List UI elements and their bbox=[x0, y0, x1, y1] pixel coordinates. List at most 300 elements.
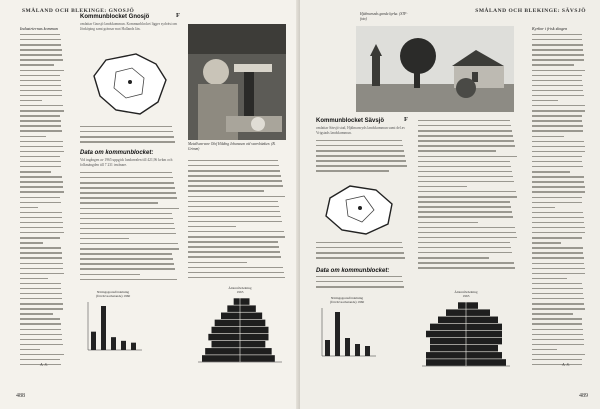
chart-bar bbox=[91, 332, 96, 350]
text-line bbox=[188, 262, 247, 263]
chart-bar bbox=[111, 337, 116, 350]
text-line bbox=[532, 64, 574, 65]
left-chart2-svg bbox=[194, 294, 286, 370]
left-kommun-intro: omfattar Gnosjö landskommun. Kommunblocket ligger sydväst om Jönköping samt gränsar mot Hallands län. bbox=[80, 22, 178, 32]
text-line bbox=[20, 202, 61, 203]
text-line bbox=[532, 232, 585, 233]
text-line bbox=[20, 283, 61, 284]
text-line bbox=[418, 222, 478, 223]
text-line bbox=[418, 237, 517, 238]
pyramid-bar-left bbox=[430, 324, 466, 331]
text-line bbox=[418, 181, 514, 182]
right-signature: A. S. bbox=[562, 362, 570, 367]
text-line bbox=[188, 251, 280, 252]
pyramid-bar-right bbox=[466, 338, 502, 345]
left-sidebar-text bbox=[20, 34, 64, 369]
pyramid-bar-right bbox=[240, 327, 269, 334]
text-line bbox=[20, 329, 61, 330]
text-line bbox=[80, 279, 177, 280]
text-line bbox=[20, 232, 64, 233]
text-line bbox=[532, 186, 585, 187]
text-line bbox=[20, 288, 61, 289]
text-line bbox=[20, 90, 62, 91]
text-line bbox=[20, 313, 53, 314]
text-line bbox=[80, 258, 173, 259]
text-line bbox=[532, 364, 582, 365]
text-line bbox=[20, 125, 61, 126]
text-line bbox=[20, 303, 63, 304]
text-line bbox=[532, 171, 570, 172]
text-line bbox=[532, 44, 583, 45]
text-line bbox=[20, 293, 62, 294]
right-col2-lines bbox=[418, 120, 518, 272]
text-line bbox=[188, 206, 279, 207]
right-kommun-map bbox=[320, 180, 400, 238]
text-line bbox=[80, 141, 175, 142]
left-chart1-svg bbox=[82, 298, 144, 358]
text-line bbox=[20, 141, 63, 142]
text-line bbox=[532, 247, 583, 248]
text-line bbox=[418, 145, 515, 146]
text-line bbox=[532, 136, 564, 137]
text-line bbox=[532, 115, 582, 116]
pyramid-bar-left bbox=[430, 338, 466, 345]
pyramid-bar-right bbox=[466, 345, 498, 352]
right-kommun-marker: F bbox=[404, 116, 408, 123]
text-line bbox=[532, 354, 585, 355]
text-line bbox=[532, 273, 585, 274]
text-line bbox=[20, 115, 60, 116]
right-kommun-intro: omfattar Sävsjö stad, Hjälmarsryds landskommun samt del av Vrigstads landskommun. bbox=[316, 126, 406, 136]
text-line bbox=[418, 262, 514, 263]
text-line bbox=[188, 216, 281, 217]
right-page bbox=[300, 0, 600, 409]
text-line bbox=[532, 323, 582, 324]
text-line bbox=[20, 181, 63, 182]
text-line bbox=[20, 308, 63, 309]
text-line bbox=[532, 293, 583, 294]
left-signature: A. S. bbox=[40, 362, 48, 367]
text-line bbox=[188, 175, 281, 176]
text-line bbox=[532, 75, 582, 76]
left-kommun-map bbox=[86, 50, 172, 120]
text-line bbox=[188, 221, 282, 222]
text-line bbox=[532, 207, 555, 208]
text-line bbox=[80, 208, 179, 209]
text-line bbox=[418, 125, 511, 126]
pyramid-bar-left bbox=[221, 313, 240, 320]
text-line bbox=[188, 211, 280, 212]
text-line bbox=[188, 170, 280, 171]
text-line bbox=[20, 354, 64, 355]
text-line bbox=[20, 268, 63, 269]
right-kommun-lines bbox=[316, 140, 410, 176]
text-line bbox=[532, 105, 585, 106]
text-line bbox=[532, 191, 585, 192]
text-line bbox=[80, 263, 174, 264]
pyramid-bar-right bbox=[240, 348, 272, 355]
right-photo-caption: Hjälmarsnås gamla kyrka. (STF-foto) bbox=[360, 12, 408, 21]
text-line bbox=[532, 237, 582, 238]
text-line bbox=[80, 136, 174, 137]
text-line bbox=[20, 156, 60, 157]
text-line bbox=[532, 222, 584, 223]
left-industry-chart bbox=[82, 290, 144, 362]
text-line bbox=[532, 288, 583, 289]
text-line bbox=[20, 349, 40, 350]
left-kommun-text bbox=[80, 126, 180, 146]
pyramid-bar-right bbox=[240, 341, 265, 348]
text-line bbox=[20, 44, 61, 45]
text-line bbox=[532, 85, 583, 86]
text-line bbox=[532, 120, 582, 121]
text-line bbox=[532, 212, 583, 213]
text-line bbox=[80, 213, 172, 214]
text-line bbox=[20, 222, 63, 223]
text-line bbox=[532, 90, 583, 91]
text-line bbox=[418, 242, 510, 243]
text-line bbox=[20, 323, 61, 324]
text-line bbox=[80, 131, 173, 132]
text-line bbox=[188, 185, 283, 186]
text-line bbox=[532, 39, 582, 40]
text-line bbox=[20, 70, 64, 71]
text-line bbox=[316, 150, 404, 151]
text-line bbox=[80, 233, 176, 234]
right-data-lines bbox=[316, 276, 410, 291]
left-page-number: 488 bbox=[16, 393, 25, 399]
text-line bbox=[20, 207, 38, 208]
pyramid-bar-left bbox=[426, 359, 466, 366]
text-line bbox=[418, 140, 514, 141]
left-sidebar bbox=[20, 26, 64, 31]
text-line bbox=[188, 196, 285, 197]
pyramid-bar-right bbox=[240, 355, 275, 362]
text-line bbox=[188, 160, 278, 161]
text-line bbox=[532, 151, 585, 152]
right-sidebar-title: Kyrkor i frisk skogen bbox=[532, 26, 568, 31]
pyramid-bar-right bbox=[466, 352, 502, 359]
text-line bbox=[532, 257, 584, 258]
text-line bbox=[532, 59, 584, 60]
text-line bbox=[532, 359, 582, 360]
text-line bbox=[20, 59, 63, 60]
text-line bbox=[188, 231, 284, 232]
chart-bar bbox=[101, 306, 106, 350]
pyramid-bar-left bbox=[458, 302, 466, 309]
metalworker-photo bbox=[188, 24, 286, 140]
text-line bbox=[418, 227, 515, 228]
text-line bbox=[532, 268, 585, 269]
text-line bbox=[418, 150, 496, 151]
text-line bbox=[20, 161, 61, 162]
text-line bbox=[418, 166, 511, 167]
text-line bbox=[418, 247, 511, 248]
text-line bbox=[532, 242, 561, 243]
text-line bbox=[80, 253, 172, 254]
text-line bbox=[20, 75, 60, 76]
right-page-number: 489 bbox=[579, 393, 588, 399]
text-line bbox=[418, 161, 510, 162]
text-line bbox=[532, 344, 584, 345]
text-line bbox=[20, 318, 60, 319]
text-line bbox=[316, 165, 407, 166]
left-age-chart bbox=[194, 286, 286, 372]
text-line bbox=[80, 187, 175, 188]
right-chart2-svg bbox=[418, 298, 514, 374]
pyramid-bar-right bbox=[466, 302, 478, 309]
text-line bbox=[418, 196, 517, 197]
text-line bbox=[532, 100, 558, 101]
text-line bbox=[20, 176, 62, 177]
right-chart1-svg bbox=[316, 304, 378, 364]
right-data-heading: Data om kommunblocket: bbox=[316, 268, 390, 274]
text-line bbox=[20, 217, 62, 218]
pyramid-bar-left bbox=[212, 341, 241, 348]
right-chart2-subtitle: 1965 bbox=[462, 294, 470, 298]
text-line bbox=[418, 232, 516, 233]
text-line bbox=[20, 191, 64, 192]
text-line bbox=[316, 242, 402, 243]
text-line bbox=[20, 130, 62, 131]
text-line bbox=[532, 278, 567, 279]
text-line bbox=[80, 243, 178, 244]
text-line bbox=[532, 49, 583, 50]
text-line bbox=[532, 130, 583, 131]
text-line bbox=[532, 318, 582, 319]
text-line bbox=[20, 186, 63, 187]
text-line bbox=[188, 277, 285, 278]
text-line bbox=[418, 257, 489, 258]
left-data-text: Vid ingången av 1965 uppgick landarealen till 421,96 kvkm och folkmängden till 7 231 invånare. bbox=[80, 158, 173, 168]
text-line bbox=[20, 257, 62, 258]
pyramid-bar-right bbox=[466, 359, 506, 366]
text-line bbox=[20, 273, 64, 274]
text-line bbox=[532, 161, 582, 162]
text-line bbox=[532, 70, 585, 71]
text-line bbox=[80, 268, 175, 269]
text-line bbox=[20, 166, 61, 167]
chart-bar bbox=[355, 344, 360, 356]
text-line bbox=[188, 201, 278, 202]
text-line bbox=[20, 334, 62, 335]
text-line bbox=[20, 146, 63, 147]
chart-bar bbox=[345, 338, 350, 356]
pyramid-bar-right bbox=[466, 324, 502, 331]
right-kommun-heading: Kommunblocket Sävsjö bbox=[316, 118, 385, 124]
text-line bbox=[532, 339, 584, 340]
text-line bbox=[20, 247, 61, 248]
text-line bbox=[316, 170, 389, 171]
text-line bbox=[316, 286, 404, 287]
text-line bbox=[20, 278, 48, 279]
text-line bbox=[188, 180, 282, 181]
text-line bbox=[80, 182, 174, 183]
text-line bbox=[188, 272, 284, 273]
text-line bbox=[20, 359, 60, 360]
text-line bbox=[316, 140, 402, 141]
text-line bbox=[532, 110, 585, 111]
text-line bbox=[20, 339, 62, 340]
text-line bbox=[20, 212, 62, 213]
text-line bbox=[532, 34, 582, 35]
left-running-head: SMÅLAND OCH BLEKINGE: GNOSJÖ bbox=[22, 8, 135, 14]
text-line bbox=[20, 263, 63, 264]
text-line bbox=[20, 49, 62, 50]
pyramid-bar-right bbox=[466, 317, 498, 324]
text-line bbox=[418, 120, 510, 121]
left-chart1-subtitle: (förvärvsarbetande) 1960 bbox=[95, 294, 131, 298]
pyramid-bar-right bbox=[240, 334, 269, 341]
text-line bbox=[532, 308, 585, 309]
text-line bbox=[20, 344, 63, 345]
text-line bbox=[418, 186, 467, 187]
text-line bbox=[418, 191, 516, 192]
text-line bbox=[80, 228, 175, 229]
chart-bar bbox=[325, 340, 330, 356]
text-line bbox=[316, 145, 403, 146]
text-line bbox=[418, 176, 513, 177]
text-line bbox=[532, 252, 583, 253]
text-line bbox=[532, 298, 584, 299]
pyramid-bar-left bbox=[426, 331, 466, 338]
church-photo bbox=[356, 26, 514, 112]
text-line bbox=[188, 190, 264, 191]
text-line bbox=[20, 298, 62, 299]
left-kommun-marker: F bbox=[176, 12, 180, 19]
text-line bbox=[418, 216, 513, 217]
text-line bbox=[532, 80, 582, 81]
text-line bbox=[532, 197, 582, 198]
text-line bbox=[188, 165, 279, 166]
text-line bbox=[532, 54, 584, 55]
text-line bbox=[188, 267, 283, 268]
right-sidebar bbox=[532, 26, 586, 31]
text-line bbox=[188, 241, 278, 242]
left-data-heading: Data om kommunblocket: bbox=[80, 150, 154, 156]
text-line bbox=[316, 281, 403, 282]
pyramid-bar-left bbox=[215, 320, 240, 327]
text-line bbox=[532, 125, 583, 126]
text-line bbox=[80, 126, 172, 127]
text-line bbox=[532, 181, 584, 182]
text-line bbox=[20, 197, 60, 198]
text-line bbox=[418, 201, 510, 202]
text-line bbox=[80, 274, 140, 275]
text-line bbox=[20, 39, 61, 40]
right-age-chart bbox=[418, 290, 514, 376]
text-line bbox=[188, 226, 236, 227]
text-line bbox=[20, 54, 62, 55]
pyramid-bar-left bbox=[205, 348, 240, 355]
right-chart1-title: Näringsgrensfördelning bbox=[330, 296, 364, 300]
text-line bbox=[20, 110, 64, 111]
text-line bbox=[20, 105, 63, 106]
text-line bbox=[20, 242, 43, 243]
left-data-lines bbox=[80, 172, 180, 284]
text-line bbox=[80, 248, 179, 249]
left-col3-lines bbox=[188, 160, 286, 282]
pyramid-bar-right bbox=[466, 331, 502, 338]
text-line bbox=[80, 172, 172, 173]
text-line bbox=[20, 34, 60, 35]
left-chart1-title: Näringsgrensfördelning bbox=[96, 290, 130, 294]
pyramid-bar-left bbox=[212, 327, 241, 334]
text-line bbox=[316, 257, 405, 258]
text-line bbox=[20, 95, 62, 96]
right-industry-chart bbox=[316, 296, 378, 368]
text-line bbox=[418, 135, 513, 136]
text-line bbox=[316, 247, 403, 248]
text-line bbox=[80, 238, 129, 239]
pyramid-bar-left bbox=[430, 345, 466, 352]
text-line bbox=[532, 334, 583, 335]
text-line bbox=[532, 263, 584, 264]
text-line bbox=[80, 177, 173, 178]
pyramid-bar-left bbox=[202, 355, 240, 362]
right-sidebar-text bbox=[532, 34, 586, 369]
pyramid-bar-right bbox=[466, 309, 490, 316]
text-line bbox=[418, 252, 512, 253]
text-line bbox=[418, 211, 512, 212]
text-line bbox=[532, 141, 584, 142]
text-line bbox=[20, 151, 64, 152]
right-running-head: SMÅLAND OCH BLEKINGE: SÄVSJÖ bbox=[475, 8, 586, 14]
text-line bbox=[532, 202, 582, 203]
text-line bbox=[532, 176, 584, 177]
text-line bbox=[532, 95, 584, 96]
right-chart1-subtitle: (förvärvsarbetande) 1960 bbox=[329, 300, 365, 304]
text-line bbox=[532, 283, 582, 284]
text-line bbox=[20, 120, 61, 121]
right-chart2-title: Åldersfördelning bbox=[454, 290, 478, 294]
right-kommun-lines2 bbox=[316, 242, 410, 262]
text-line bbox=[418, 130, 512, 131]
pyramid-bar-left bbox=[234, 298, 240, 305]
text-line bbox=[316, 252, 404, 253]
text-line bbox=[20, 171, 51, 172]
right-photo bbox=[356, 26, 514, 112]
pyramid-bar-right bbox=[240, 305, 256, 312]
left-photo-caption: Metallsvarvare Olof Hilding Johansson vid svarvbänken. (B. Grimm) bbox=[188, 142, 276, 151]
text-line bbox=[532, 227, 585, 228]
pyramid-bar-left bbox=[208, 334, 240, 341]
chart-bar bbox=[365, 346, 370, 356]
text-line bbox=[20, 252, 62, 253]
text-line bbox=[418, 267, 515, 268]
text-line bbox=[532, 303, 584, 304]
text-line bbox=[532, 166, 583, 167]
text-line bbox=[20, 227, 63, 228]
text-line bbox=[418, 156, 517, 157]
text-line bbox=[20, 100, 42, 101]
text-line bbox=[532, 329, 583, 330]
text-line bbox=[532, 146, 585, 147]
left-chart2-subtitle: 1965 bbox=[236, 290, 244, 294]
left-sidebar-title: Industriernas kommun bbox=[20, 26, 58, 31]
pyramid-bar-left bbox=[438, 317, 466, 324]
pyramid-bar-left bbox=[446, 309, 466, 316]
left-photo bbox=[188, 24, 286, 140]
text-line bbox=[80, 202, 158, 203]
left-chart2-title: Åldersfördelning bbox=[228, 286, 252, 290]
text-line bbox=[80, 192, 176, 193]
text-line bbox=[20, 80, 61, 81]
text-line bbox=[532, 349, 557, 350]
text-line bbox=[316, 160, 406, 161]
pyramid-bar-right bbox=[240, 320, 265, 327]
pyramid-bar-right bbox=[240, 313, 262, 320]
